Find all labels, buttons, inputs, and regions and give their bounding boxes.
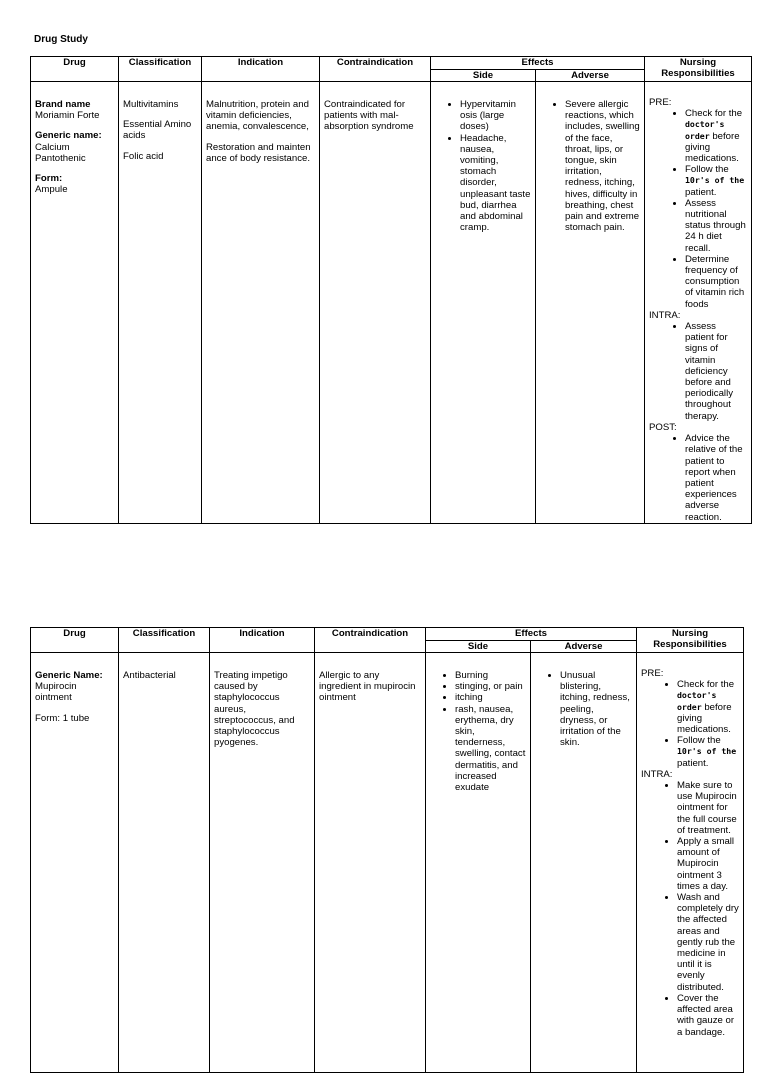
drug-study-table-2 [30, 627, 744, 1073]
contraindication-cell [320, 82, 431, 524]
header-side: Side [426, 640, 531, 653]
side-effects-cell [431, 82, 536, 524]
side-effects-list [430, 670, 526, 793]
drug-study-table-1 [30, 56, 752, 524]
list-item [685, 164, 747, 198]
text: Follow the [685, 164, 729, 176]
intra-label: INTRA: [649, 309, 681, 321]
list-item: • Make sure to use Mupirocin ointment for the full course of treatment. [677, 780, 739, 836]
text: patient. [685, 186, 717, 198]
header-side: Side [431, 69, 536, 82]
text: Check for the [677, 679, 735, 691]
adverse-effects-list [535, 670, 632, 748]
text: patient. [677, 757, 709, 769]
list-item [685, 108, 747, 164]
form-value: Ampule [35, 184, 68, 196]
list-item: • Hypervitamin osis (large doses) [460, 99, 531, 133]
doctors-order-text: doctor's order [677, 690, 717, 712]
list-item: • Cover the affected area with gauze or a bandage. [677, 993, 739, 1038]
indication-item: Restoration and mainten ance of body resistance. [206, 141, 311, 164]
pre-label: PRE: [649, 97, 672, 108]
intra-list [649, 321, 747, 422]
indication-cell [210, 653, 315, 1073]
page-title: Drug Study [34, 34, 88, 45]
pre-list [641, 679, 739, 769]
classification-item: Antibacterial [123, 670, 176, 681]
list-item: • Assess patient for signs of vitamin deficiency before and periodically throughout therapy. [685, 321, 747, 422]
post-label: POST: [649, 421, 677, 433]
text: Follow the [677, 735, 721, 747]
text: Check for the [685, 108, 743, 120]
form-label: Form: [35, 173, 63, 185]
brand-name-value: Moriamin Forte [35, 110, 100, 122]
list-item [677, 679, 739, 735]
contraindication-text: Contraindicated for patients with mal-absorption syndrome [324, 99, 414, 133]
adverse-effects-list [540, 99, 640, 233]
drug-cell [31, 82, 119, 524]
list-item: • Headache, nausea, vomiting, stomach disorder, unpleasant taste bud, diarrhea and abdominal cramp. [460, 133, 531, 234]
post-list [649, 433, 747, 523]
form-text: Form: 1 tube [35, 712, 90, 724]
list-item: • Apply a small amount of Mupirocin ointment 3 times a day. [677, 836, 739, 892]
brand-name-label: Brand name [35, 99, 91, 110]
header-adverse: Adverse [536, 69, 645, 82]
list-item: • stinging, or pain [455, 681, 526, 692]
classification-item: Multivitamins [123, 99, 179, 110]
text: before giving medications. [685, 130, 740, 165]
pre-label: PRE: [641, 668, 664, 679]
list-item: • Unusual blistering, itching, redness, peeling, dryness, or irritation of the skin. [560, 670, 632, 748]
list-item: • Assess nutritional status through 24 h diet recall. [685, 198, 747, 254]
classification-item: Essential Amino acids [123, 119, 192, 142]
header-indication: Indication [210, 628, 315, 653]
header-nursing: Nursing Responsibilities [637, 628, 744, 653]
list-item: • Severe allergic reactions, which includes, swelling of the face, throat, lips, or tongue, skin irritation, redness, itching, hives, difficulty in breathing, chest pain and extreme stomach pain. [565, 99, 640, 233]
indication-item: Malnutrition, protein and vitamin deficiencies, anemia, convalescence, [206, 99, 309, 133]
list-item [677, 735, 739, 769]
list-item: • itching [455, 692, 526, 703]
drug-cell [31, 653, 119, 1073]
doctors-order-text: doctor's order [685, 119, 725, 141]
header-effects: Effects [426, 628, 637, 641]
generic-name-label: Generic name: [35, 130, 102, 142]
generic-name-value: Mupirocin ointment [35, 681, 77, 704]
intra-list [641, 780, 739, 1038]
adverse-effects-cell [531, 653, 637, 1073]
list-item: • Determine frequency of consumption of vitamin rich foods [685, 254, 747, 310]
side-effects-list [435, 99, 531, 233]
list-item: • Burning [455, 670, 526, 681]
header-classification: Classification [119, 57, 202, 82]
header-nursing: Nursing Responsibilities [645, 57, 752, 82]
contraindication-cell [315, 653, 426, 1073]
header-contraindication: Contraindication [320, 57, 431, 82]
list-item: • rash, nausea, erythema, dry skin, tenderness, swelling, contact dermatitis, and increased exudate [455, 704, 526, 794]
classification-item: Folic acid [123, 150, 164, 162]
nursing-cell [637, 653, 744, 1073]
adverse-effects-cell [536, 82, 645, 524]
nursing-cell [645, 82, 752, 524]
header-drug: Drug [31, 628, 119, 653]
header-effects: Effects [431, 57, 645, 70]
rights-text: 10r's of the [677, 746, 737, 757]
header-adverse: Adverse [531, 640, 637, 653]
intra-label: INTRA: [641, 768, 673, 780]
indication-cell [202, 82, 320, 524]
generic-name-value: Calcium Pantothenic [35, 141, 86, 164]
header-classification: Classification [119, 628, 210, 653]
contraindication-text: Allergic to any ingredient in mupirocin ointment [319, 670, 416, 704]
rights-text: 10r's of the [685, 175, 745, 186]
classification-cell [119, 82, 202, 524]
side-effects-cell [426, 653, 531, 1073]
text: before giving medications. [677, 701, 732, 736]
pre-list [649, 108, 747, 310]
list-item: • Advice the relative of the patient to report when patient experiences adverse reaction. [685, 433, 747, 523]
header-drug: Drug [31, 57, 119, 82]
header-indication: Indication [202, 57, 320, 82]
generic-name-label: Generic Name: [35, 670, 103, 681]
header-contraindication: Contraindication [315, 628, 426, 653]
classification-cell [119, 653, 210, 1073]
indication-text: Treating impetigo caused by staphylococcus aureus, streptococcus, and staphylococcus pyogenes. [214, 670, 295, 749]
list-item: • Wash and completely dry the affected areas and gently rub the medicine in until it is evenly distributed. [677, 892, 739, 993]
